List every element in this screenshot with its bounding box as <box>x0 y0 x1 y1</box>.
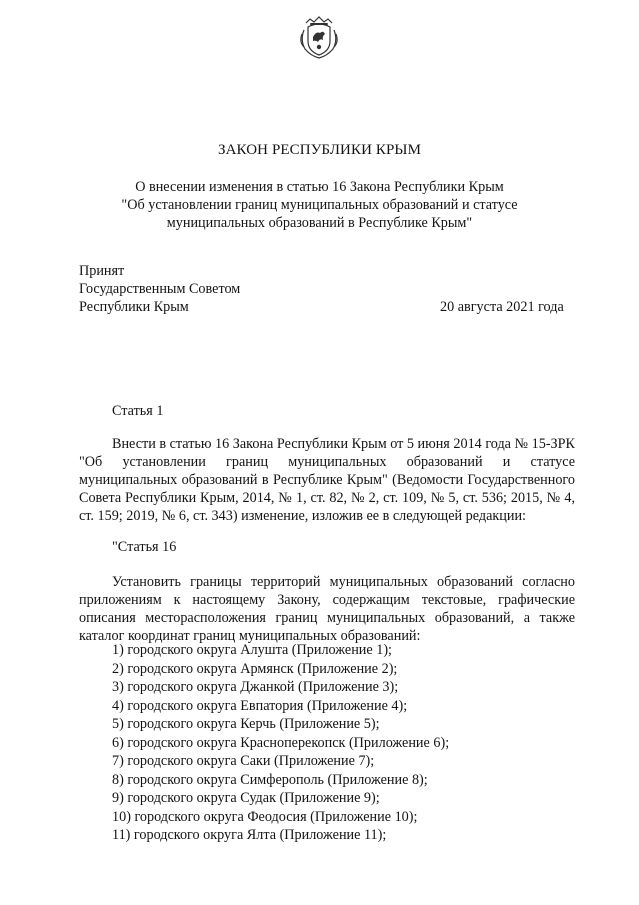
list-item: 11) городского округа Ялта (Приложение 11); <box>112 827 387 843</box>
article-body-text: Установить границы территорий муниципальных образований согласно приложениям к настоящему Закону, содержащим текстовые, графические описания месторасположения границ муниципальных образований, а также каталог координат границ муниципальных образований: <box>79 574 575 644</box>
law-title: ЗАКОН РЕСПУБЛИКИ КРЫМ <box>217 142 422 158</box>
list-item: 2) городского округа Армянск (Приложение 2); <box>112 660 398 677</box>
list-item: 4) городского округа Евпатория (Приложение 4); <box>112 697 408 714</box>
list-item: 5) городского округа Керчь (Приложение 5); <box>112 716 380 732</box>
law-subtitle-line-2: "Об установлении границ муниципальных образований и статусе <box>121 197 518 213</box>
list-item: 1) городского округа Алушта (Приложение 1); <box>112 642 392 658</box>
list-item: 10) городского округа Феодосия (Приложение 10); <box>112 808 418 825</box>
list-item: 8) городского округа Симферополь (Приложение 8); <box>112 771 428 788</box>
list-item: 7) городского округа Саки (Приложение 7); <box>112 753 375 769</box>
crimea-coat-of-arms-icon <box>296 14 342 60</box>
article-body-paragraph <box>79 573 575 645</box>
quoted-article-heading: "Статья 16 <box>112 539 177 555</box>
article-intro-paragraph <box>79 435 575 525</box>
municipal-districts-list <box>112 641 449 845</box>
adoption-line-3: Республики Крым <box>79 299 189 315</box>
list-item: 6) городского округа Красноперекопск (Приложение 6); <box>112 734 450 751</box>
article-intro-text: Внести в статью 16 Закона Республики Крым от 5 июня 2014 года № 15-ЗРК "Об установлении границ муниципальных образований и статусе муниципальных образований в Республике Крым" (Ведомости Государственного Совета Республики Крым, 2014, № 1, ст. 82, № 2, ст. 109, № 5, ст. 536; 2015, № 4, ст. 159; 2019, № 6, ст. 343) изменение, изложив ее в следующей редакции: <box>79 436 575 524</box>
list-item: 9) городского округа Судак (Приложение 9); <box>112 790 380 806</box>
adoption-line-2: Государственным Советом <box>79 281 241 297</box>
law-subtitle-line-3: муниципальных образований в Республике Крым" <box>166 215 473 231</box>
article-heading: Статья 1 <box>112 403 164 419</box>
adoption-date: 20 августа 2021 года <box>440 299 564 315</box>
list-item: 3) городского округа Джанкой (Приложение 3); <box>112 679 399 695</box>
law-subtitle-line-1: О внесении изменения в статью 16 Закона Республики Крым <box>135 179 504 195</box>
adoption-line-1: Принят <box>79 263 125 279</box>
